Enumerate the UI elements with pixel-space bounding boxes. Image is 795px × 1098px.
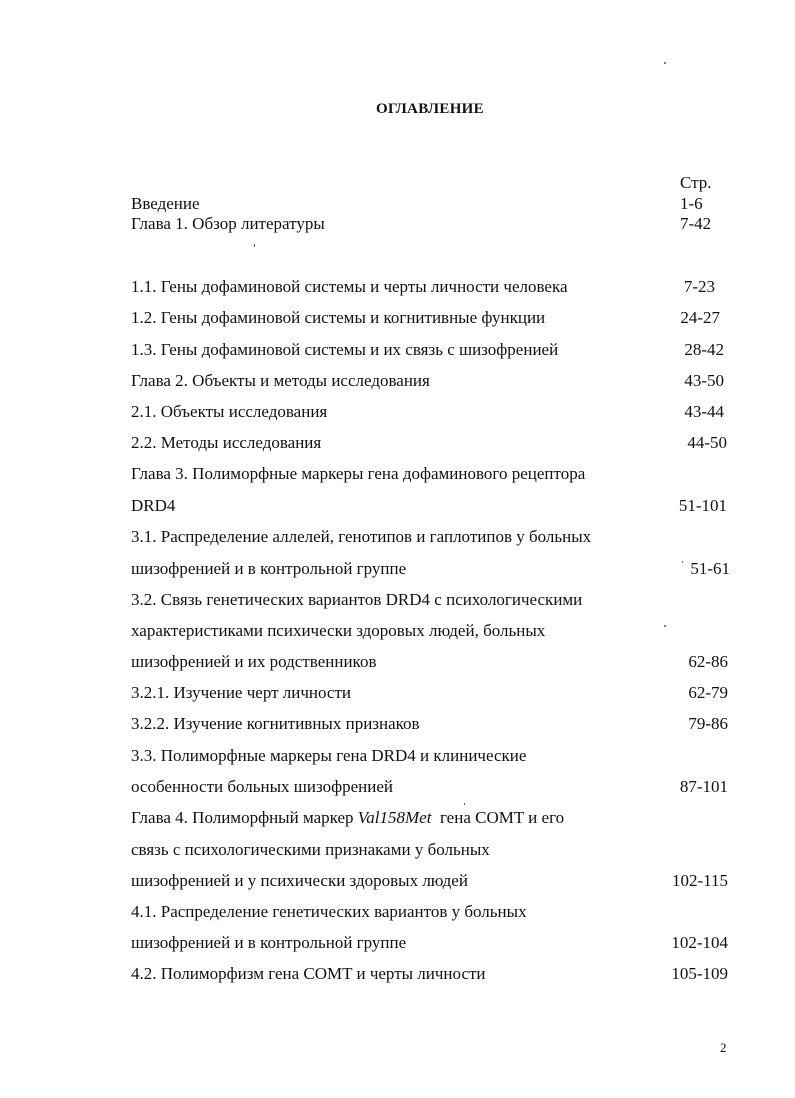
- toc-entry-3-2-line1: 3.2. Связь генетических вариантов DRD4 с психологическими: [131, 590, 583, 609]
- scan-speck: [664, 625, 666, 627]
- toc-chapter2-pages: 43-50: [684, 371, 724, 390]
- toc-entry-3-2-1-pages: 62-79: [688, 683, 728, 702]
- toc-entry-3-2-pages: 62-86: [688, 652, 728, 671]
- toc-chapter4-prefix: Глава 4. Полиморфный маркер: [131, 808, 358, 827]
- scan-speck: [682, 561, 683, 563]
- toc-entry-4-1-line1: 4.1. Распределение генетических вариантов у больных: [131, 902, 527, 921]
- toc-entry-4-2: 4.2. Полиморфизм гена COMT и черты личности: [131, 964, 486, 983]
- toc-entry-3-2-line2: характеристиками психически здоровых людей, больных: [131, 621, 546, 640]
- toc-entry-1-1-pages: 7-23: [683, 277, 715, 296]
- toc-entry-3-3-pages: 87-101: [679, 777, 728, 796]
- toc-entry-3-1-line2: шизофренией и в контрольной группе: [131, 559, 407, 578]
- toc-chapter4-suffix: гена COMT и его: [431, 808, 565, 827]
- toc-chapter3-line1: Глава 3. Полиморфные маркеры гена дофаминового рецептора: [131, 464, 586, 483]
- toc-entry-3-2-2: 3.2.2. Изучение когнитивных признаков: [131, 714, 420, 733]
- toc-entry-3-1-pages: 51-61: [690, 559, 730, 578]
- toc-entry-2-2-pages: 44-50: [687, 433, 727, 452]
- toc-entry-4-2-pages: 105-109: [671, 964, 728, 983]
- toc-chapter1-pages: 7-42: [680, 214, 712, 233]
- toc-title: ОГЛАВЛЕНИЕ: [376, 101, 484, 117]
- toc-entry-1-3-pages: 28-42: [684, 340, 724, 359]
- toc-chapter4-line1: [131, 808, 564, 828]
- toc-chapter2: Глава 2. Объекты и методы исследования: [131, 371, 430, 390]
- toc-intro-label: Введение: [131, 194, 200, 213]
- scan-speck: [664, 62, 666, 64]
- toc-intro-pages: 1-6: [680, 194, 703, 213]
- toc-entry-1-2-pages: 24-27: [680, 308, 720, 327]
- page-number: 2: [720, 1040, 727, 1055]
- toc-chapter4-marker: Val158Met: [357, 808, 432, 827]
- toc-chapter4-line3: шизофренией и у психически здоровых людей: [131, 871, 468, 890]
- toc-entry-3-2-line3: шизофренией и их родственников: [131, 652, 377, 671]
- toc-entry-3-2-1: 3.2.1. Изучение черт личности: [131, 683, 351, 702]
- toc-entry-1-3: 1.3. Гены дофаминовой системы и их связь с шизофренией: [131, 340, 559, 359]
- toc-chapter3-line2: DRD4: [131, 496, 176, 515]
- page-column-header: Стр.: [680, 173, 712, 192]
- scan-speck: [254, 244, 255, 247]
- toc-chapter1-label: Глава 1. Обзор литературы: [131, 214, 325, 233]
- scan-speck: [464, 803, 465, 805]
- toc-chapter4-line2: связь с психологическими признаками у больных: [131, 840, 490, 859]
- toc-entry-3-2-2-pages: 79-86: [688, 714, 728, 733]
- toc-entry-2-1: 2.1. Объекты исследования: [131, 402, 328, 421]
- toc-entry-3-3-line2: особенности больных шизофренией: [131, 777, 394, 796]
- toc-entry-1-2: 1.2. Гены дофаминовой системы и когнитивные функции: [131, 308, 546, 327]
- toc-entry-1-1: 1.1. Гены дофаминовой системы и черты личности человека: [131, 277, 568, 296]
- toc-chapter4-pages: 102-115: [671, 871, 728, 890]
- toc-entry-2-2: 2.2. Методы исследования: [131, 433, 322, 452]
- toc-entry-3-1-line1: 3.1. Распределение аллелей, генотипов и гаплотипов у больных: [131, 527, 592, 546]
- toc-entry-4-1-pages: 102-104: [671, 933, 728, 952]
- toc-entry-4-1-line2: шизофренией и в контрольной группе: [131, 933, 407, 952]
- toc-entry-2-1-pages: 43-44: [684, 402, 724, 421]
- toc-entry-3-3-line1: 3.3. Полиморфные маркеры гена DRD4 и клинические: [131, 746, 527, 765]
- toc-chapter3-pages: 51-101: [678, 496, 727, 515]
